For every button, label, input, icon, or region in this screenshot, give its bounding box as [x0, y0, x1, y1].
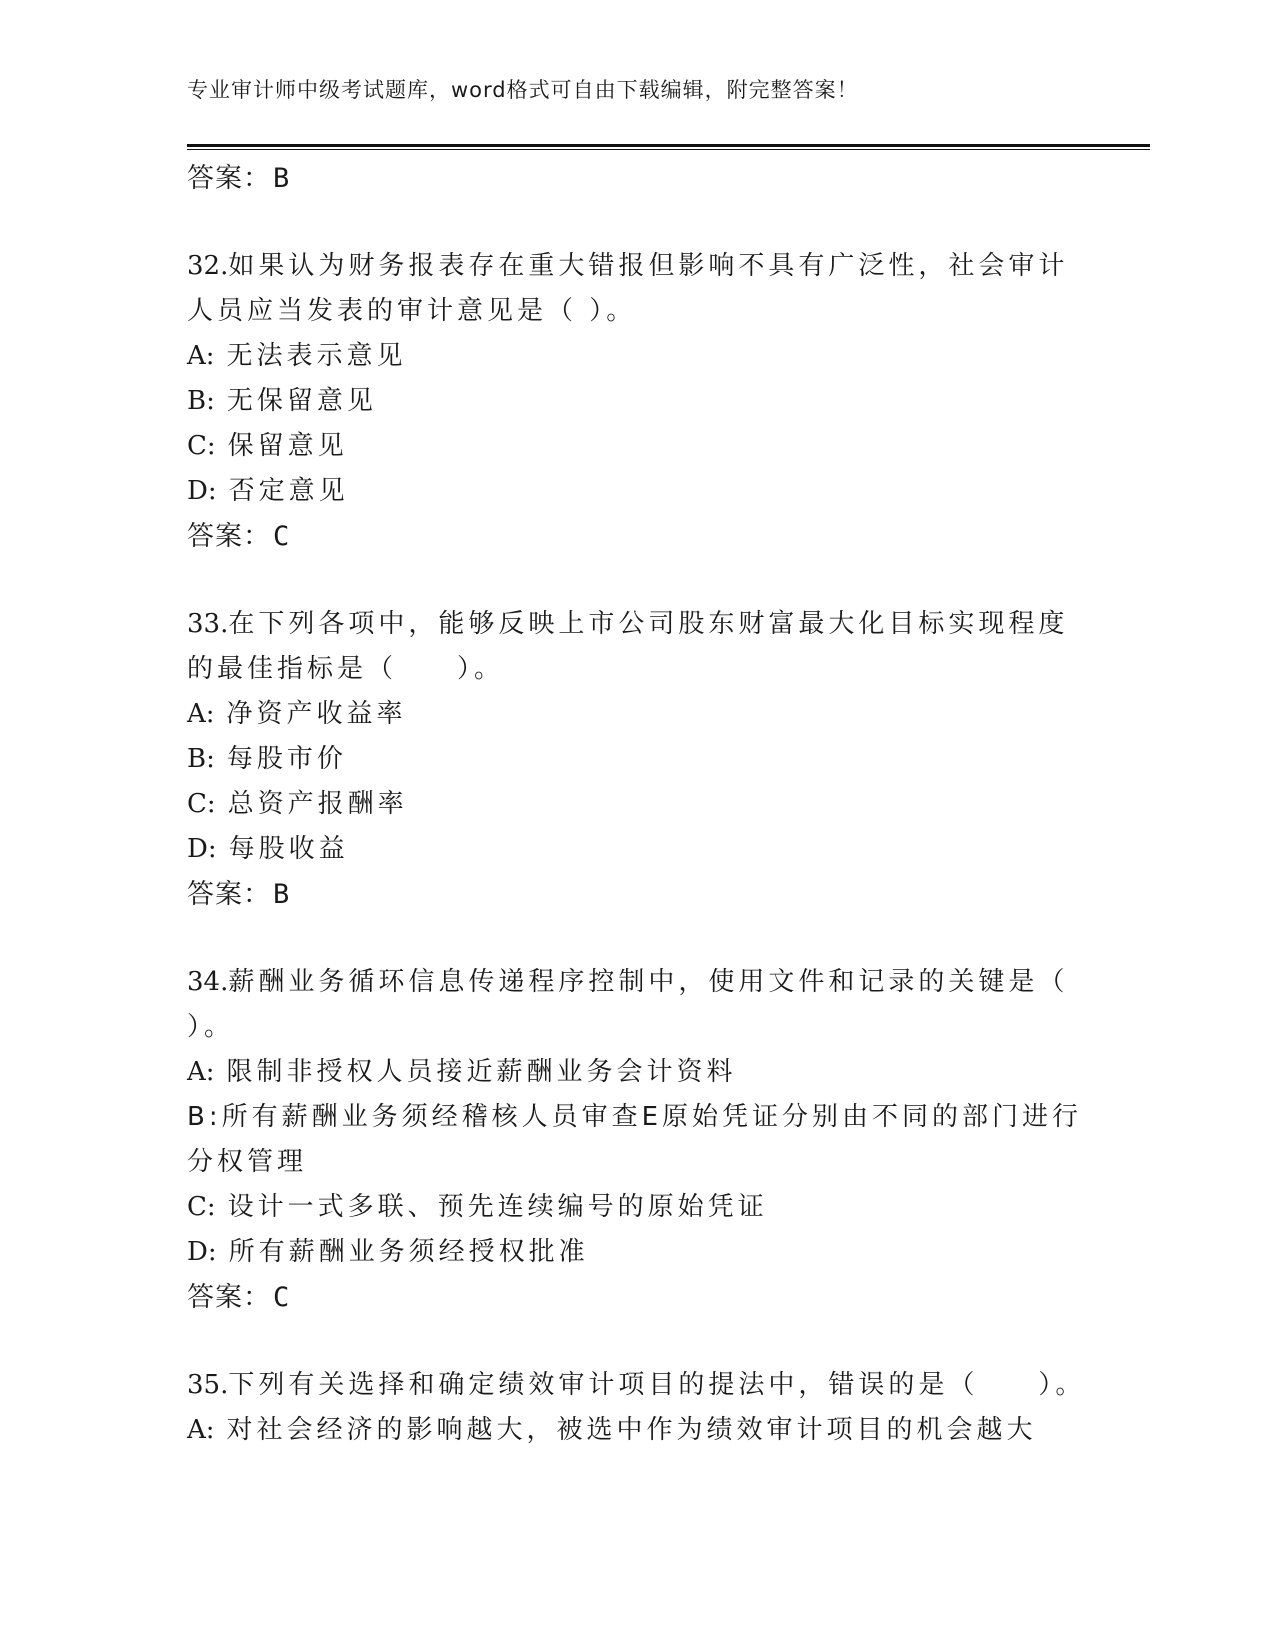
- answer-label: 答案：: [187, 1282, 271, 1313]
- question-text: 如果认为财务报表存在重大错报但影响不具有广泛性，社会审计人员应当发表的审计意见是（ ）。: [187, 251, 1069, 326]
- question-block: [187, 1363, 1087, 1453]
- answer-label: 答案：: [187, 521, 271, 552]
- question-number: 34.: [187, 967, 229, 997]
- answer-line: [187, 156, 1087, 202]
- question-text: 在下列各项中，能够反映上市公司股东财富最大化目标实现程度的最佳指标是（ ）。: [187, 609, 1069, 684]
- option-d: D: 每股收益: [187, 834, 349, 864]
- answer-line: [187, 872, 1087, 918]
- question-block: [187, 602, 1087, 918]
- answer-label: 答案：: [187, 163, 271, 194]
- header-rule-thin: [187, 149, 1150, 150]
- option-c: C: 总资产报酬率: [187, 789, 408, 819]
- option-b: B:所有薪酬业务须经稽核人员审查E原始凭证分别由不同的部门进行分权管理: [187, 1102, 1083, 1177]
- answer-label: 答案：: [187, 879, 271, 910]
- question-stem: [187, 960, 1087, 1050]
- option-a: A: 无法表示意见: [187, 341, 407, 371]
- question-number: 32.: [187, 251, 229, 281]
- option-c: C: 设计一式多联、预先连续编号的原始凭证: [187, 1192, 768, 1222]
- option-a: A: 净资产收益率: [187, 699, 407, 729]
- option-d: D: 所有薪酬业务须经授权批准: [187, 1237, 589, 1267]
- option-a: A: 限制非授权人员接近薪酬业务会计资料: [187, 1057, 737, 1087]
- question-block: [187, 960, 1087, 1321]
- answer-value: C: [273, 1282, 291, 1313]
- question-stem: [187, 244, 1087, 334]
- option-d: D: 否定意见: [187, 476, 349, 506]
- answer-line: [187, 1275, 1087, 1321]
- option-b: B: 无保留意见: [187, 386, 377, 416]
- option-c: C: 保留意见: [187, 431, 348, 461]
- page-header: 专业审计师中级考试题库，word格式可自由下载编辑，附完整答案！: [187, 78, 859, 102]
- option-b: B: 每股市价: [187, 744, 347, 774]
- question-number: 33.: [187, 609, 229, 639]
- question-stem: [187, 602, 1087, 692]
- question-block: [187, 244, 1087, 560]
- question-list: [187, 156, 1087, 1453]
- option-a: A: 对社会经济的影响越大，被选中作为绩效审计项目的机会越大: [187, 1415, 1037, 1445]
- answer-value: B: [273, 163, 291, 194]
- answer-line: [187, 514, 1087, 560]
- question-text: 下列有关选择和确定绩效审计项目的提法中，错误的是（ ）。: [228, 1370, 1086, 1400]
- answer-value: C: [273, 521, 291, 552]
- question-stem: [187, 1363, 1087, 1408]
- header-rule-thick: [187, 144, 1150, 147]
- question-number: 35.: [187, 1370, 229, 1400]
- question-text: 薪酬业务循环信息传递程序控制中，使用文件和记录的关键是（ ）。: [187, 967, 1069, 1042]
- answer-value: B: [273, 879, 291, 910]
